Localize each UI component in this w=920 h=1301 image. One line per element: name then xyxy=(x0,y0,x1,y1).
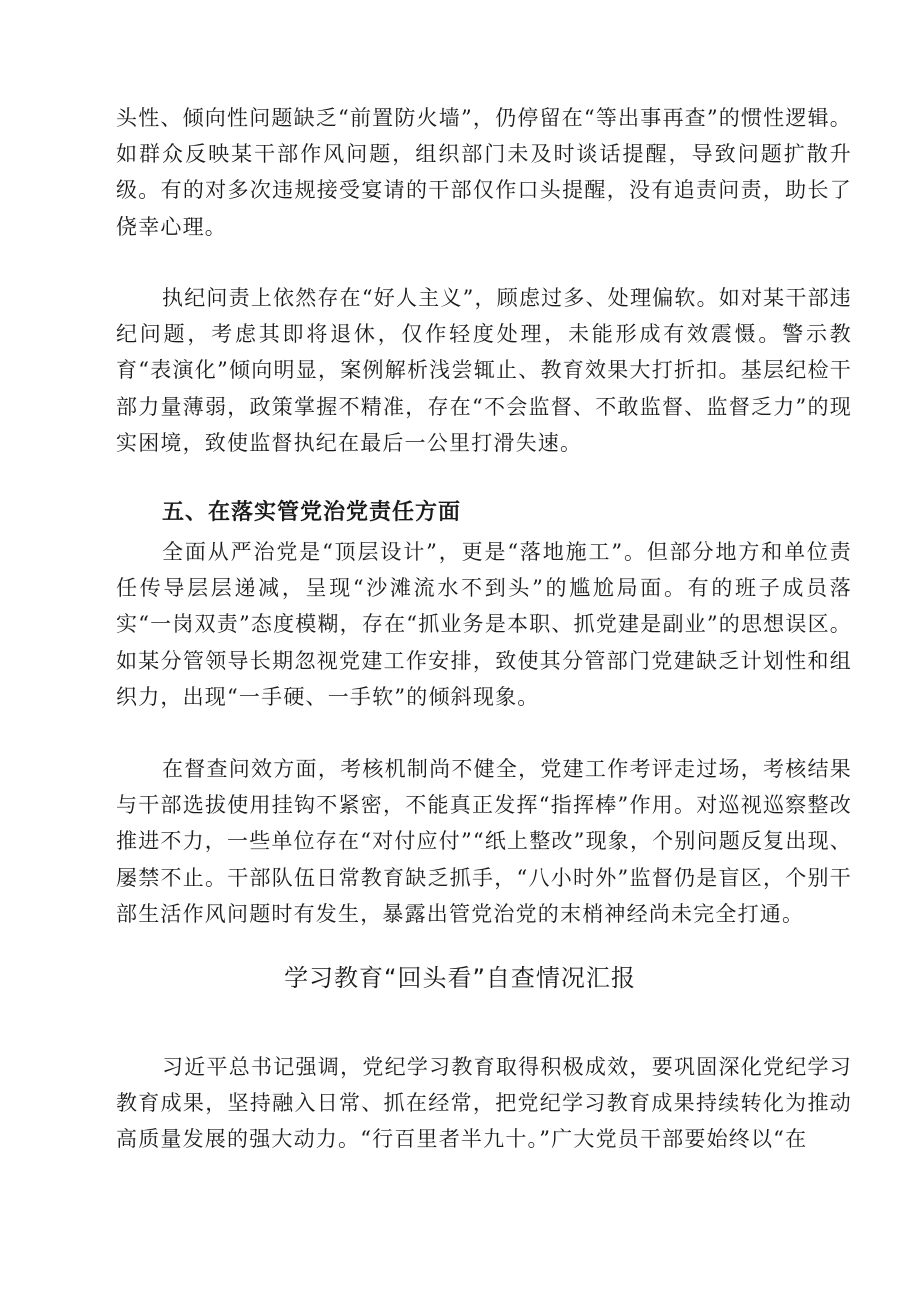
paragraph-inspection-effectiveness: 在督查问效方面，考核机制尚不健全，党建工作考评走过场，考核结果与干部选拔使用挂钩不紧密，不能真正发挥“指挥棒”作用。对巡视巡察整改推进不力，一些单位存在“对付应付”“纸上整改”现象，个别问题反复出现、屡禁不止。干部队伍日常教育缺乏抓手，“八小时外”监督仍是盲区，个别干部生活作风问题时有发生，暴露出管党治党的末梢神经尚未完全打通。 xyxy=(116,757,852,926)
document-title: 学习教育“回头看”自查情况汇报 xyxy=(284,964,636,992)
paragraph-supervision-prevention: 头性、倾向性问题缺乏“前置防火墙”，仍停留在“等出事再查”的惯性逻辑。如群众反映某干部作风问题，组织部门未及时谈话提醒，导致问题扩散升级。有的对多次违规接受宴请的干部仅作口头提醒，没有追责问责，助长了侥幸心理。 xyxy=(116,106,852,239)
paragraph-report-intro: 习近平总书记强调，党纪学习教育取得积极成效，要巩固深化党纪学习教育成果，坚持融入日常、抓在经常，把党纪学习教育成果持续转化为推动高质量发展的强大动力。“行百里者半九十。”广大党员干部要始终以“在 xyxy=(116,1055,852,1152)
paragraph-responsibility-transmission: 全面从严治党是“顶层设计”，更是“落地施工”。但部分地方和单位责任传导层层递减，呈现“沙滩流水不到头”的尴尬局面。有的班子成员落实“一岗双责”态度模糊，存在“抓业务是本职、抓党建是副业”的思想误区。如某分管领导长期忽视党建工作安排，致使其分管部门党建缺乏计划性和组织力，出现“一手硬、一手软”的倾斜现象。 xyxy=(116,540,852,709)
section-heading: 五、在落实管党治党责任方面 xyxy=(162,500,462,525)
paragraph-discipline-accountability: 执纪问责上依然存在“好人主义”，顾虑过多、处理偏软。如对某干部违纪问题，考虑其即将退休，仅作轻度处理，未能形成有效震慑。警示教育“表演化”倾向明显，案例解析浅尝辄止、教育效果大打折扣。基层纪检干部力量薄弱，政策掌握不精准，存在“不会监督、不敢监督、监督乏力”的现实困境，致使监督执纪在最后一公里打滑失速。 xyxy=(116,286,852,455)
